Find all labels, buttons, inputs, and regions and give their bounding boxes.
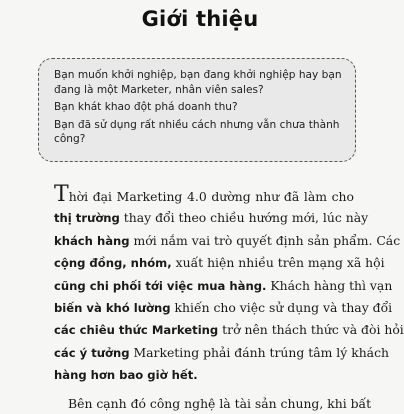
body-text — [54, 182, 404, 414]
body-text-span: Marketing phải đánh trúng tâm lý khách — [129, 344, 389, 360]
body-line — [54, 207, 369, 229]
highlighted-phrase: khách hàng — [54, 233, 130, 248]
body-text-span: thay đổi theo chiều hướng mới, lúc này — [119, 210, 369, 226]
highlighted-phrase: thị trường — [54, 211, 120, 226]
highlighted-phrase: các ý tưởng — [54, 345, 130, 360]
body-line — [54, 364, 354, 386]
highlighted-phrase: cộng đồng, nhóm, — [54, 256, 172, 271]
paragraph-2 — [54, 393, 372, 414]
highlighted-phrase: các chiêu thức Marketing — [54, 323, 219, 338]
intro-question-box — [38, 58, 356, 162]
body-line — [54, 319, 404, 341]
body-line — [54, 230, 401, 252]
body-line — [54, 342, 389, 364]
intro-question-2: Bạn khát khao đột phá doanh thu? — [54, 101, 238, 113]
body-line — [54, 297, 393, 319]
intro-question-3: Bạn đã sử dụng rất nhiều cách nhưng vẫn chưa thành công? — [54, 118, 340, 145]
highlighted-phrase: hàng hơn bao giờ hết. — [54, 368, 198, 383]
body-line — [54, 275, 393, 297]
body-text-span: trở nên thách thức và đòi hỏi — [218, 322, 404, 338]
intro-question-1: Bạn muốn khởi nghiệp, bạn đang khởi nghiệp hay bạn đang là một Marketer, nhân viên sales? — [54, 69, 342, 96]
body-text-span: khiến cho việc sử dụng và thay đổi — [170, 300, 393, 316]
body-line — [54, 182, 354, 207]
body-line — [54, 252, 385, 274]
body-text-span: xuất hiện nhiều trên mạng xã hội — [171, 255, 385, 271]
highlighted-phrase: biến và khó lường — [54, 301, 171, 316]
body-text-span: hời đại Marketing 4.0 dường như đã làm cho — [68, 189, 354, 204]
body-text-span: mới nắm vai trò quyết định sản phẩm. Các — [129, 232, 401, 248]
page-title: Giới thiệu — [141, 7, 259, 31]
body-text-span: Khách hàng thì vạn — [266, 277, 393, 293]
paragraph-1 — [54, 182, 404, 387]
drop-cap: T — [54, 182, 69, 207]
highlighted-phrase: cũng chi phối tới việc mua hàng. — [54, 278, 267, 293]
body-line: Bên cạnh đó công nghệ là tài sản chung, khi bất — [68, 395, 372, 411]
